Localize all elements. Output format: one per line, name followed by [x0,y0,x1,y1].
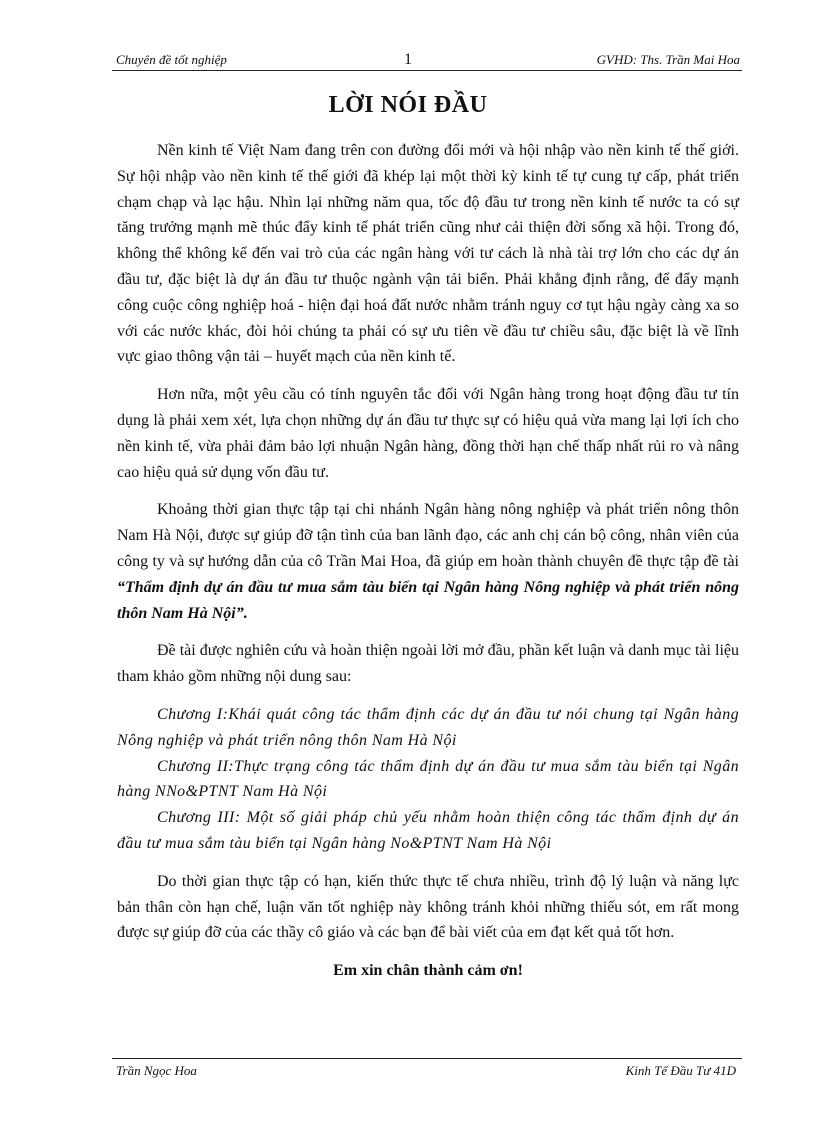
paragraph-internship [117,497,739,626]
paragraph-requirements: Hơn nữa, một yêu cầu có tính nguyên tắc đối với Ngân hàng trong hoạt động đầu tư tín dụng là phải xem xét, lựa chọn những dự án đầu tư thực sự có hiệu quả vừa mang lại lợi ích cho nền kinh tế, vừa phải đảm bảo lợi nhuận Ngân hàng, đồng thời hạn chế thấp nhất rủi ro và nâng cao hiệu quả sử dụng vốn đầu tư. [117,386,739,481]
paragraph-structure: Đề tài được nghiên cứu và hoàn thiện ngoài lời mở đầu, phần kết luận và danh mục tài liệu tham khảo gồm những nội dung sau: [117,642,739,686]
closing-thanks: Em xin chân thành cảm ơn! [333,962,523,980]
paragraph-internship-text: Khoảng thời gian thực tập tại chi nhánh Ngân hàng nông nghiệp và phát triển nông thôn Nam Hà Nội, được sự giúp đỡ tận tình của ban lãnh đạo, các anh chị cán bộ công, nhân viên của công ty và sự hướng dẫn của cô Trần Mai Hoa, đã giúp em hoàn thành chuyên đề thực tập đề tài [117,501,739,570]
document-body [117,138,739,996]
thesis-topic: “Thẩm định dự án đầu tư mua sắm tàu biển tại Ngân hàng Nông nghiệp và phát triển nông thôn Nam Hà Nội”. [117,578,739,622]
chapter-3-item: Chương III: Một số giải pháp chủ yếu nhằm hoàn thiện công tác thẩm định dự án đầu tư mua sắm tàu biển tại Ngân hàng No&PTNT Nam Hà Nội [117,809,739,852]
page-header [112,50,742,71]
paragraph-intro: Nền kinh tế Việt Nam đang trên con đường đổi mới và hội nhập vào nền kinh tế thế giới. Sự hội nhập vào nền kinh tế thế giới đã khép lại một thời kỳ kinh tế tự cung tự cấp, phát triển chạm chạp và lạc hậu. Nhìn lại những năm qua, tốc độ đầu tư trong nền kinh tế nước ta có sự tăng trưởng mạnh mẽ thúc đẩy kinh tế phát triển cũng như cải thiện đời sống xã hội. Trong đó, không thể không kể đến vai trò của các ngân hàng với tư cách là nhà tài trợ lớn cho các dự án đầu tư, đặc biệt là dự án đầu tư thuộc ngành vận tải biển. Phải khẳng định rằng, để đẩy mạnh công cuộc công nghiệp hoá - hiện đại hoá đất nước nhằm tránh nguy cơ tụt hậu ngày càng xa so với các nước khác, đòi hỏi chúng ta phải có sự ưu tiên về đầu tư chiều sâu, đặc biệt là về lĩnh vực giao thông vận tải – huyết mạch của nền kinh tế. [117,142,739,366]
paragraph-acknowledgement: Do thời gian thực tập có hạn, kiến thức thực tế chưa nhiều, trình độ lý luận và năng lực bản thân còn hạn chế, luận văn tốt nghiệp này không tránh khỏi những thiếu sót, em rất mong được sự giúp đỡ của các thầy cô giáo và các bạn để bài viết của em đạt kết quả tốt hơn. [117,872,739,942]
chapter-2-item: Chương II:Thực trạng công tác thẩm định dự án đầu tư mua sắm tàu biển tại Ngân hàng NNo&PTNT Nam Hà Nội [117,757,739,801]
header-advisor: GVHD: Ths. Trần Mai Hoa [596,52,740,67]
page-number: 1 [404,51,412,68]
footer-class: Kinh Tế Đầu Tư 41D [625,1063,736,1078]
header-document-type: Chuyên đề tốt nghiệp [116,52,227,67]
page-footer [112,1058,742,1079]
page-title: LỜI NÓI ĐẦU [328,92,488,118]
footer-author: Trần Ngọc Hoa [116,1063,197,1078]
chapter-1-item: Chương I:Khái quát công tác thẩm định các dự án đầu tư nói chung tại Ngân hàng Nông nghiệp và phát triển nông thôn Nam Hà Nội [117,705,739,749]
